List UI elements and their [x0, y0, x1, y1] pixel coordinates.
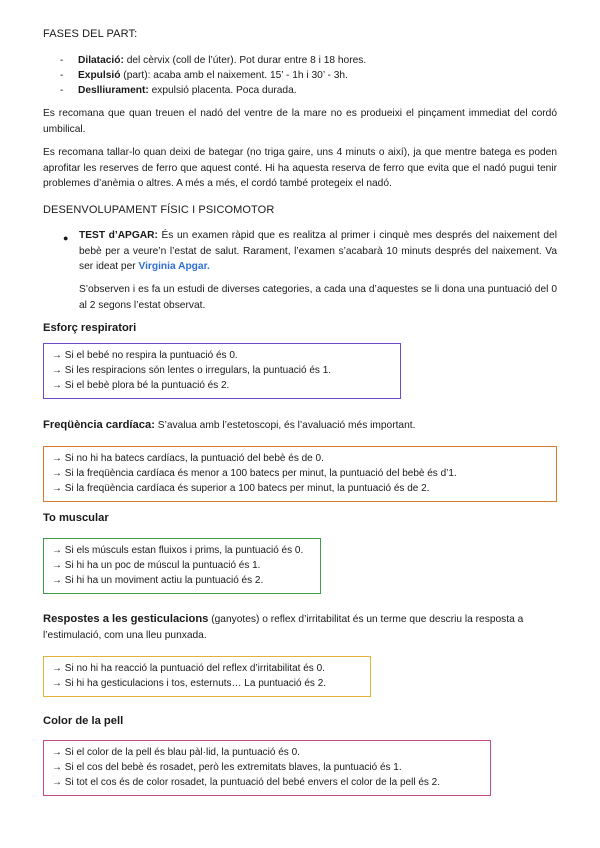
color-row: → Si el cos del bebè és rosadet, però les extremitats blaves, la puntuació és 1.: [52, 762, 402, 773]
color-row: → Si tot el cos és de color rosadet, la puntuació del bebé envers el color de la pell és 2.: [52, 777, 441, 788]
apgar-text: És un examen ràpid que es realitza al primer i cinquè mes després del naixement del bebè per a veure’n l’estat de salut. Rarament, l’examen s’acabarà 10 minuts després del naixement. Va ser ideat per: [79, 230, 557, 272]
list-item: [60, 68, 366, 83]
bullet-icon: ●: [63, 233, 69, 243]
esforc-title: Esforç respiratori: [43, 322, 137, 334]
color-box: [43, 740, 491, 796]
desenvolupament-title: DESENVOLUPAMENT FÍSIC I PSICOMOTOR: [43, 204, 275, 216]
respostes-desc: (ganyotes) o reflex d’irritabilitat és un terme que descriu la resposta a l’estimulació, com una lleu punxada.: [43, 614, 524, 641]
dash: -: [60, 70, 64, 81]
color-row: → Si el color de la pell és blau pàl·lid, la puntuació és 0.: [52, 747, 300, 758]
apgar-paragraph: [79, 228, 557, 275]
fases-list: [60, 53, 366, 98]
frequencia-title: Freqüència cardíaca:: [43, 419, 155, 431]
to-box: [43, 538, 321, 594]
esforc-box: [43, 343, 401, 399]
fases-title: FASES DEL PART:: [43, 28, 138, 40]
dash: -: [60, 85, 64, 96]
term-expulsio: Expulsió: [78, 70, 121, 81]
esforc-row: → Si el bebé no respira la puntuació és 0.: [52, 350, 238, 361]
frequencia-row: → Si la freqüència cardíaca és menor a 100 batecs per minut, la puntuació del bebè és d’1.: [52, 468, 457, 479]
term-text: (part): acaba amb el naixement. 15’ - 1h i 30’ - 3h.: [120, 70, 348, 81]
paragraph-cordo-2: Es recomana tallar-lo quan deixi de bategar (no triga gaire, uns 4 minuts o així), ja que mentre batega es poden aprofitar les reserves de ferro que aquest conté. Hi ha aquesta reserva de ferro que evita que el nadó pugui tenir problemes d’anèmia o altres. A més a més, el cordó també protegeix el nadó.: [43, 147, 557, 189]
list-item: [60, 83, 366, 98]
esforc-row: → Si les respiracions són lentes o irregulars, la puntuació és 1.: [52, 365, 332, 376]
term-deslliurament: Deslliurament:: [78, 85, 149, 96]
apgar-term: TEST d’APGAR:: [79, 230, 158, 241]
list-item: [60, 53, 366, 68]
to-title: To muscular: [43, 512, 109, 524]
term-dilatacio: Dilatació:: [78, 55, 124, 66]
respostes-title: Respostes a les gesticulacions: [43, 613, 209, 625]
term-text: del cèrvix (coll de l’úter). Pot durar entre 8 i 18 hores.: [123, 55, 367, 66]
paragraph-cordo-1: Es recomana que quan treuen el nadó del ventre de la mare no es produeixi el pinçament immediat del cordó umbilical.: [43, 108, 557, 135]
respostes-heading: [43, 612, 557, 643]
color-title: Color de la pell: [43, 715, 124, 727]
to-row: → Si els músculs estan fluixos i prims, la puntuació és 0.: [52, 545, 304, 556]
frequencia-heading: [43, 418, 557, 434]
term-text: expulsió placenta. Poca durada.: [148, 85, 297, 96]
frequencia-row: → Si no hi ha batecs cardíacs, la puntuació del bebè és de 0.: [52, 453, 324, 464]
virginia-apgar-link[interactable]: Virginia Apgar.: [138, 261, 210, 272]
respostes-box: [43, 656, 371, 697]
esforc-row: → Si el bebè plora bé la puntuació és 2.: [52, 380, 230, 391]
to-row: → Si hi ha un poc de múscul la puntuació és 1.: [52, 560, 261, 571]
dash: -: [60, 55, 64, 66]
frequencia-desc: S’avalua amb l’estetoscopi, és l’avaluació més important.: [154, 420, 416, 431]
to-row: → Si hi ha un moviment actiu la puntuació és 2.: [52, 575, 264, 586]
respostes-row: → Si no hi ha reacció la puntuació del reflex d’irritabilitat és 0.: [52, 663, 325, 674]
apgar-paragraph-2: S’observen i es fa un estudi de diverses categories, a cada una d’aquestes se li dona una puntuació del 0 al 2 segons l’estat observat.: [79, 284, 557, 311]
frequencia-box: [43, 446, 557, 502]
respostes-row: → Si hi ha gesticulacions i tos, esternuts… La puntuació és 2.: [52, 678, 327, 689]
frequencia-row: → Si la freqüència cardíaca és superior a 100 batecs per minut, la puntuació és de 2.: [52, 483, 430, 494]
